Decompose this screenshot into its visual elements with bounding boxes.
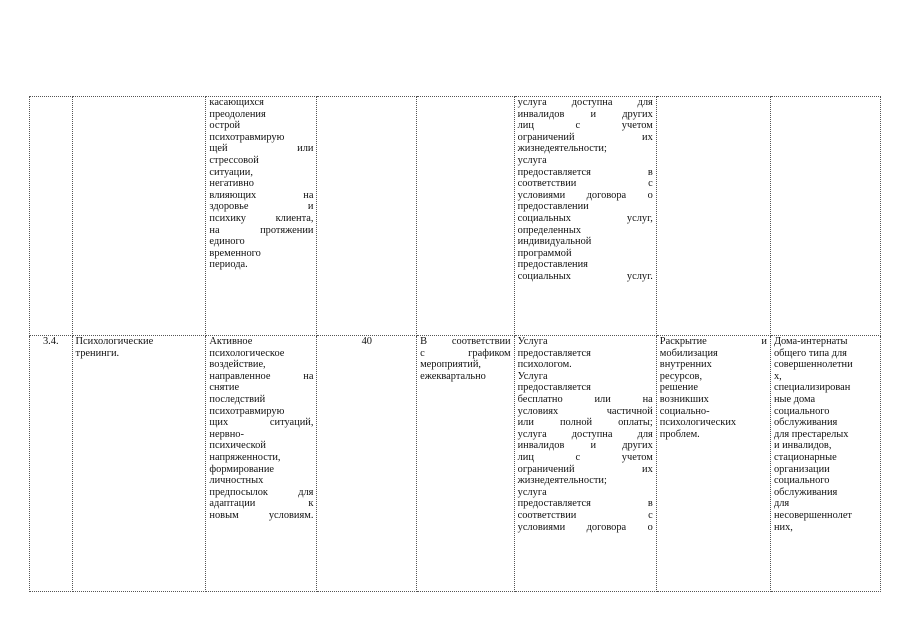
cell-line: проблем. xyxy=(659,428,700,440)
cell-line: негативно xyxy=(209,178,254,190)
cell-line: условиях частичной xyxy=(517,405,653,417)
cell-line: ситуации, xyxy=(209,166,253,178)
cell-schedule xyxy=(417,97,515,336)
cell-line: последствий xyxy=(209,393,266,405)
services-table xyxy=(29,96,881,592)
cell-line: программой xyxy=(517,247,572,259)
cell-line: психотравмирую xyxy=(209,131,285,143)
cell-line: снятие xyxy=(209,382,240,394)
cell-line: решение xyxy=(659,382,698,394)
cell-line: инвалидов и других xyxy=(517,440,653,452)
cell-line: ные дома xyxy=(773,393,816,405)
cell-line: Активное xyxy=(209,336,253,347)
cell-line: социального xyxy=(773,405,830,417)
cell-line: х, xyxy=(773,370,782,382)
cell-line: предоставляется xyxy=(517,347,591,359)
cell-line: лиц с учетом xyxy=(517,120,653,132)
cell-line: социального xyxy=(773,475,830,487)
cell-line: тренинги. xyxy=(75,347,120,359)
cell-line: стационарные xyxy=(773,451,837,463)
cell-line: В соответствии xyxy=(420,336,511,347)
cell-line: общего типа для xyxy=(773,347,847,359)
cell-number xyxy=(30,97,73,336)
cell-line: соответствии с xyxy=(517,509,653,521)
cell-line: определенных xyxy=(517,224,582,236)
cell-line: обслуживания xyxy=(773,486,838,498)
cell-line: Психологические xyxy=(75,336,154,347)
cell-line: услуга xyxy=(517,154,547,166)
cell-description xyxy=(206,336,317,592)
cell-line: направленное на xyxy=(209,370,314,382)
cell-line: психику клиента, xyxy=(209,212,314,224)
cell-conditions xyxy=(514,97,656,336)
cell-conditions xyxy=(514,336,656,592)
cell-number: 3.4. xyxy=(30,336,73,592)
cell-line: Дома-интернаты xyxy=(773,336,848,347)
cell-line: лиц с учетом xyxy=(517,451,653,463)
cell-line: ограничений их xyxy=(517,463,653,475)
cell-line: периода. xyxy=(209,259,248,271)
cell-line: специализирован xyxy=(773,382,851,394)
cell-line: новым условиям. xyxy=(209,509,314,521)
cell-line: мероприятий, xyxy=(420,359,482,371)
cell-line: психологических xyxy=(659,417,737,429)
cell-institutions xyxy=(770,336,880,592)
cell-result xyxy=(656,336,770,592)
cell-line: соответствии с xyxy=(517,178,653,190)
cell-line: услуга xyxy=(517,486,547,498)
cell-line: них, xyxy=(773,521,793,533)
cell-line: психологом. xyxy=(517,359,572,371)
cell-line: возникших xyxy=(659,393,709,405)
cell-service-name xyxy=(72,336,206,592)
cell-line: несовершеннолет xyxy=(773,509,852,521)
cell-line: временного xyxy=(209,247,261,259)
cell-line: с графиком xyxy=(420,347,511,359)
cell-institutions xyxy=(770,97,880,336)
cell-line: личностных xyxy=(209,475,264,487)
cell-line: щей или xyxy=(209,143,314,155)
cell-line: на протяжении xyxy=(209,224,314,236)
cell-line: здоровье и xyxy=(209,201,314,213)
cell-line: напряженности, xyxy=(209,451,281,463)
cell-line: мобилизация xyxy=(659,347,718,359)
cell-line: ограничений их xyxy=(517,131,653,143)
cell-line: для xyxy=(773,498,790,510)
cell-line: Услуга xyxy=(517,370,548,382)
cell-line: и инвалидов, xyxy=(773,440,832,452)
cell-line: преодоления xyxy=(209,108,266,120)
cell-line: острой xyxy=(209,120,241,132)
cell-line: касающихся xyxy=(209,97,264,108)
cell-line: Раскрытие и xyxy=(659,336,767,347)
cell-norm xyxy=(317,97,417,336)
cell-line: для престарелых xyxy=(773,428,849,440)
cell-line: жизнедеятельности; xyxy=(517,475,607,487)
cell-line: ресурсов, xyxy=(659,370,703,382)
cell-line: адаптации к xyxy=(209,498,314,510)
cell-line: условиями договора о xyxy=(517,521,653,533)
table-row xyxy=(30,97,881,336)
cell-result xyxy=(656,97,770,336)
cell-line: индивидуальной xyxy=(517,236,592,248)
cell-line: жизнедеятельности; xyxy=(517,143,607,155)
cell-line: ежеквартально xyxy=(420,370,486,382)
cell-line: предоставляется xyxy=(517,382,591,394)
cell-line: предоставлении xyxy=(517,201,589,213)
cell-line: или полной оплаты; xyxy=(517,417,653,429)
cell-line: формирование xyxy=(209,463,275,475)
cell-service-name xyxy=(72,97,206,336)
cell-line: предоставления xyxy=(517,259,588,271)
cell-line: психологическое xyxy=(209,347,285,359)
cell-schedule xyxy=(417,336,515,592)
cell-line: психотравмирую xyxy=(209,405,285,417)
cell-line: социально- xyxy=(659,405,710,417)
cell-line: предпосылок для xyxy=(209,486,314,498)
cell-line: внутренних xyxy=(659,359,712,371)
cell-line: предоставляется в xyxy=(517,166,653,178)
cell-line: социальных услуг. xyxy=(517,270,653,282)
cell-description xyxy=(206,97,317,336)
cell-norm: 40 xyxy=(317,336,417,592)
cell-line: организации xyxy=(773,463,830,475)
cell-line: нервно- xyxy=(209,428,244,440)
cell-line: услуга доступна для xyxy=(517,97,653,108)
cell-line: социальных услуг, xyxy=(517,212,653,224)
cell-line: единого xyxy=(209,236,245,248)
cell-line: услуга доступна для xyxy=(517,428,653,440)
cell-line: влияющих на xyxy=(209,189,314,201)
cell-line: психической xyxy=(209,440,266,452)
table-row xyxy=(30,336,881,592)
cell-line: Услуга xyxy=(517,336,548,347)
cell-line: предоставляется в xyxy=(517,498,653,510)
cell-line: совершеннолетни xyxy=(773,359,853,371)
cell-line: условиями договора о xyxy=(517,189,653,201)
cell-line: щих ситуаций, xyxy=(209,417,314,429)
cell-line: воздействие, xyxy=(209,359,266,371)
cell-line: бесплатно или на xyxy=(517,393,653,405)
cell-line: обслуживания xyxy=(773,417,838,429)
cell-line: стрессовой xyxy=(209,154,259,166)
cell-line: инвалидов и других xyxy=(517,108,653,120)
